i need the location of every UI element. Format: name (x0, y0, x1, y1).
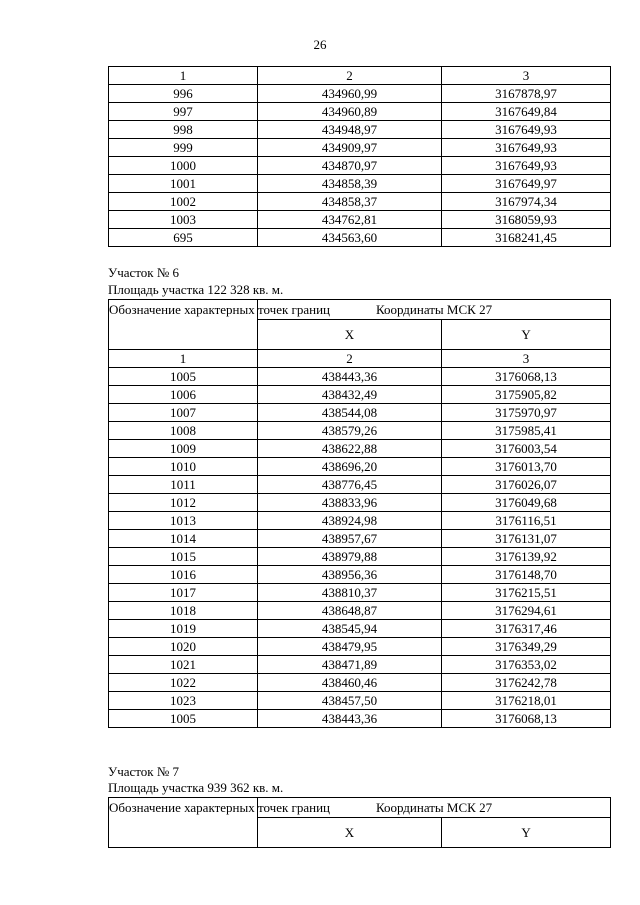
table-row (109, 530, 611, 548)
y-coordinate-cell: 3176003,54 (442, 440, 611, 458)
point-number-cell: 1015 (109, 548, 258, 566)
table-row (109, 368, 611, 386)
x-coordinate-cell: 438622,88 (258, 440, 442, 458)
designation-header: Обозначение характерных точек границ (109, 300, 258, 350)
table-row (109, 422, 611, 440)
table-row (109, 404, 611, 422)
y-coordinate-cell: 3176148,70 (442, 566, 611, 584)
y-coordinate-cell: 3176218,01 (442, 692, 611, 710)
point-number-cell: 1019 (109, 620, 258, 638)
y-header: Y (442, 319, 611, 349)
x-coordinate-cell: 438545,94 (258, 620, 442, 638)
table-row (109, 620, 611, 638)
table-row (109, 512, 611, 530)
table-row (109, 584, 611, 602)
point-number-cell: 1023 (109, 692, 258, 710)
point-number-cell: 1005 (109, 368, 258, 386)
table-row (109, 656, 611, 674)
x-header: X (258, 319, 442, 349)
y-coordinate-cell: 3176068,13 (442, 368, 611, 386)
x-coordinate-cell: 434909,97 (258, 139, 442, 157)
point-number-cell: 1018 (109, 602, 258, 620)
y-coordinate-cell: 3176317,46 (442, 620, 611, 638)
table-row (109, 710, 611, 728)
point-number-cell: 1002 (109, 193, 258, 211)
column-number-cell: 1 (109, 350, 258, 368)
y-coordinate-cell: 3176349,29 (442, 638, 611, 656)
table-row (109, 211, 611, 229)
table-row (109, 193, 611, 211)
column-number-cell: 2 (258, 350, 442, 368)
y-coordinate-cell: 3176049,68 (442, 494, 611, 512)
x-coordinate-cell: 438648,87 (258, 602, 442, 620)
table-row (109, 548, 611, 566)
y-coordinate-cell: 3176139,92 (442, 548, 611, 566)
point-number-cell: 1011 (109, 476, 258, 494)
table-row (109, 638, 611, 656)
point-number-cell: 1003 (109, 211, 258, 229)
column-number-cell: 1 (109, 67, 258, 85)
section-6-title: Участок № 6 (108, 265, 180, 280)
table-row (109, 566, 611, 584)
table-row (109, 139, 611, 157)
section-7-area: Площадь участка 939 362 кв. м. (108, 780, 284, 795)
x-coordinate-cell: 434858,39 (258, 175, 442, 193)
y-header: Y (442, 817, 611, 847)
point-number-cell: 695 (109, 229, 258, 247)
x-coordinate-cell: 434948,97 (258, 121, 442, 139)
x-coordinate-cell: 434960,99 (258, 85, 442, 103)
table-row (109, 175, 611, 193)
coords-header: Координаты МСК 27 (258, 798, 611, 818)
point-number-cell: 1016 (109, 566, 258, 584)
x-coordinate-cell: 438979,88 (258, 548, 442, 566)
y-coordinate-cell: 3176068,13 (442, 710, 611, 728)
y-coordinate-cell: 3176353,02 (442, 656, 611, 674)
y-coordinate-cell: 3176013,70 (442, 458, 611, 476)
page-number: 26 (313, 37, 327, 52)
x-coordinate-cell: 434762,81 (258, 211, 442, 229)
point-number-cell: 1014 (109, 530, 258, 548)
table-row (109, 386, 611, 404)
point-number-cell: 1008 (109, 422, 258, 440)
point-number-cell: 1013 (109, 512, 258, 530)
point-number-cell: 999 (109, 139, 258, 157)
section-7-title: Участок № 7 (108, 764, 180, 779)
table-header-row (109, 300, 611, 320)
coordinates-table-section-6 (108, 299, 611, 728)
point-number-cell: 1022 (109, 674, 258, 692)
point-number-cell: 1020 (109, 638, 258, 656)
point-number-cell: 1006 (109, 386, 258, 404)
table-row (109, 458, 611, 476)
y-coordinate-cell: 3168241,45 (442, 229, 611, 247)
point-number-cell: 1005 (109, 710, 258, 728)
column-number-row (109, 67, 611, 85)
coordinates-table-section-7 (108, 797, 611, 848)
x-coordinate-cell: 434563,60 (258, 229, 442, 247)
y-coordinate-cell: 3176131,07 (442, 530, 611, 548)
column-number-cell: 2 (258, 67, 442, 85)
y-coordinate-cell: 3167649,84 (442, 103, 611, 121)
table-row (109, 103, 611, 121)
point-number-cell: 1001 (109, 175, 258, 193)
column-number-cell: 3 (442, 350, 611, 368)
y-coordinate-cell: 3176294,61 (442, 602, 611, 620)
y-coordinate-cell: 3167649,93 (442, 157, 611, 175)
table-row (109, 602, 611, 620)
x-coordinate-cell: 434858,37 (258, 193, 442, 211)
section-6-area: Площадь участка 122 328 кв. м. (108, 282, 284, 297)
table-row (109, 229, 611, 247)
y-coordinate-cell: 3176242,78 (442, 674, 611, 692)
y-coordinate-cell: 3176116,51 (442, 512, 611, 530)
x-coordinate-cell: 438443,36 (258, 368, 442, 386)
coords-header: Координаты МСК 27 (258, 300, 611, 320)
x-coordinate-cell: 434960,89 (258, 103, 442, 121)
table-header-row (109, 798, 611, 818)
y-coordinate-cell: 3167878,97 (442, 85, 611, 103)
y-coordinate-cell: 3167649,93 (442, 139, 611, 157)
x-coordinate-cell: 438471,89 (258, 656, 442, 674)
y-coordinate-cell: 3175905,82 (442, 386, 611, 404)
table-row (109, 85, 611, 103)
table-row (109, 157, 611, 175)
x-coordinate-cell: 438479,95 (258, 638, 442, 656)
point-number-cell: 1012 (109, 494, 258, 512)
y-coordinate-cell: 3175970,97 (442, 404, 611, 422)
point-number-cell: 998 (109, 121, 258, 139)
table-row (109, 121, 611, 139)
point-number-cell: 1009 (109, 440, 258, 458)
y-coordinate-cell: 3176215,51 (442, 584, 611, 602)
y-coordinate-cell: 3175985,41 (442, 422, 611, 440)
y-coordinate-cell: 3167649,93 (442, 121, 611, 139)
point-number-cell: 1021 (109, 656, 258, 674)
x-coordinate-cell: 438810,37 (258, 584, 442, 602)
x-coordinate-cell: 438957,67 (258, 530, 442, 548)
point-number-cell: 1010 (109, 458, 258, 476)
x-coordinate-cell: 438833,96 (258, 494, 442, 512)
x-coordinate-cell: 438579,26 (258, 422, 442, 440)
y-coordinate-cell: 3176026,07 (442, 476, 611, 494)
x-header: X (258, 817, 442, 847)
table-row (109, 440, 611, 458)
coordinates-table-continued (108, 66, 611, 247)
x-coordinate-cell: 434870,97 (258, 157, 442, 175)
x-coordinate-cell: 438460,46 (258, 674, 442, 692)
x-coordinate-cell: 438696,20 (258, 458, 442, 476)
point-number-cell: 997 (109, 103, 258, 121)
y-coordinate-cell: 3167649,97 (442, 175, 611, 193)
table-row (109, 692, 611, 710)
column-number-cell: 3 (442, 67, 611, 85)
x-coordinate-cell: 438443,36 (258, 710, 442, 728)
point-number-cell: 996 (109, 85, 258, 103)
table-row (109, 476, 611, 494)
x-coordinate-cell: 438924,98 (258, 512, 442, 530)
point-number-cell: 1007 (109, 404, 258, 422)
point-number-cell: 1017 (109, 584, 258, 602)
x-coordinate-cell: 438457,50 (258, 692, 442, 710)
y-coordinate-cell: 3167974,34 (442, 193, 611, 211)
x-coordinate-cell: 438544,08 (258, 404, 442, 422)
y-coordinate-cell: 3168059,93 (442, 211, 611, 229)
x-coordinate-cell: 438432,49 (258, 386, 442, 404)
designation-header: Обозначение характерных точек границ (109, 798, 258, 848)
point-number-cell: 1000 (109, 157, 258, 175)
column-number-row (109, 350, 611, 368)
table-row (109, 494, 611, 512)
table-row (109, 674, 611, 692)
x-coordinate-cell: 438956,36 (258, 566, 442, 584)
x-coordinate-cell: 438776,45 (258, 476, 442, 494)
